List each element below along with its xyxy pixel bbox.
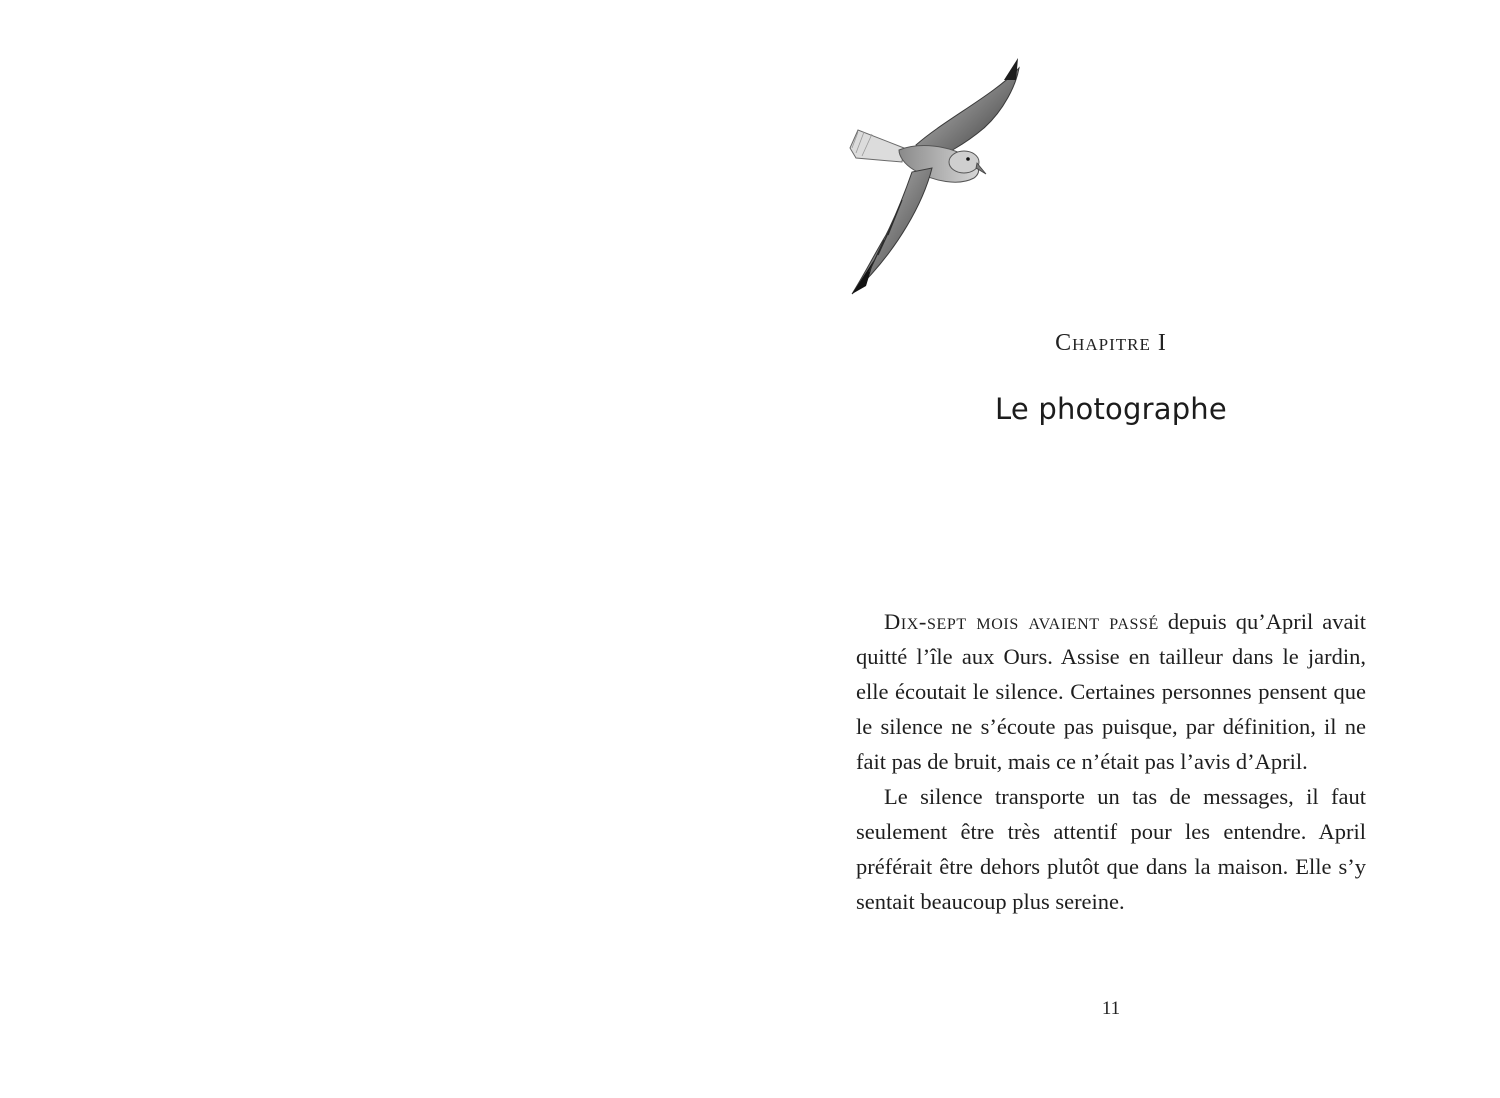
right-page xyxy=(750,0,1500,1098)
paragraph-text: Le silence transporte un tas de messages, il faut seulement être très attentif pour les entendre. April préférait être dehors plutôt que dans la maison. Elle s’y sentait beaucoup plus sereine. xyxy=(856,784,1366,914)
paragraph xyxy=(856,604,1366,779)
paragraph-lead: Dix-sept mois avaient passé xyxy=(884,609,1159,634)
chapter-title: Le photographe xyxy=(995,392,1227,426)
seagull-illustration xyxy=(844,50,1094,302)
page-number: 11 xyxy=(1101,998,1121,1019)
paragraph-text: depuis qu’April avait quitté l’île aux Ours. Assise en tailleur dans le jardin, elle écoutait le silence. Certaines personnes pensent que le silence ne s’écoute pas puisque, par définition, il ne fait pas de bruit, mais ce n’était pas l’avis d’April. xyxy=(856,609,1366,774)
paragraph xyxy=(856,779,1366,919)
chapter-label: Chapitre I xyxy=(1055,330,1167,356)
chapter-body xyxy=(856,604,1366,919)
